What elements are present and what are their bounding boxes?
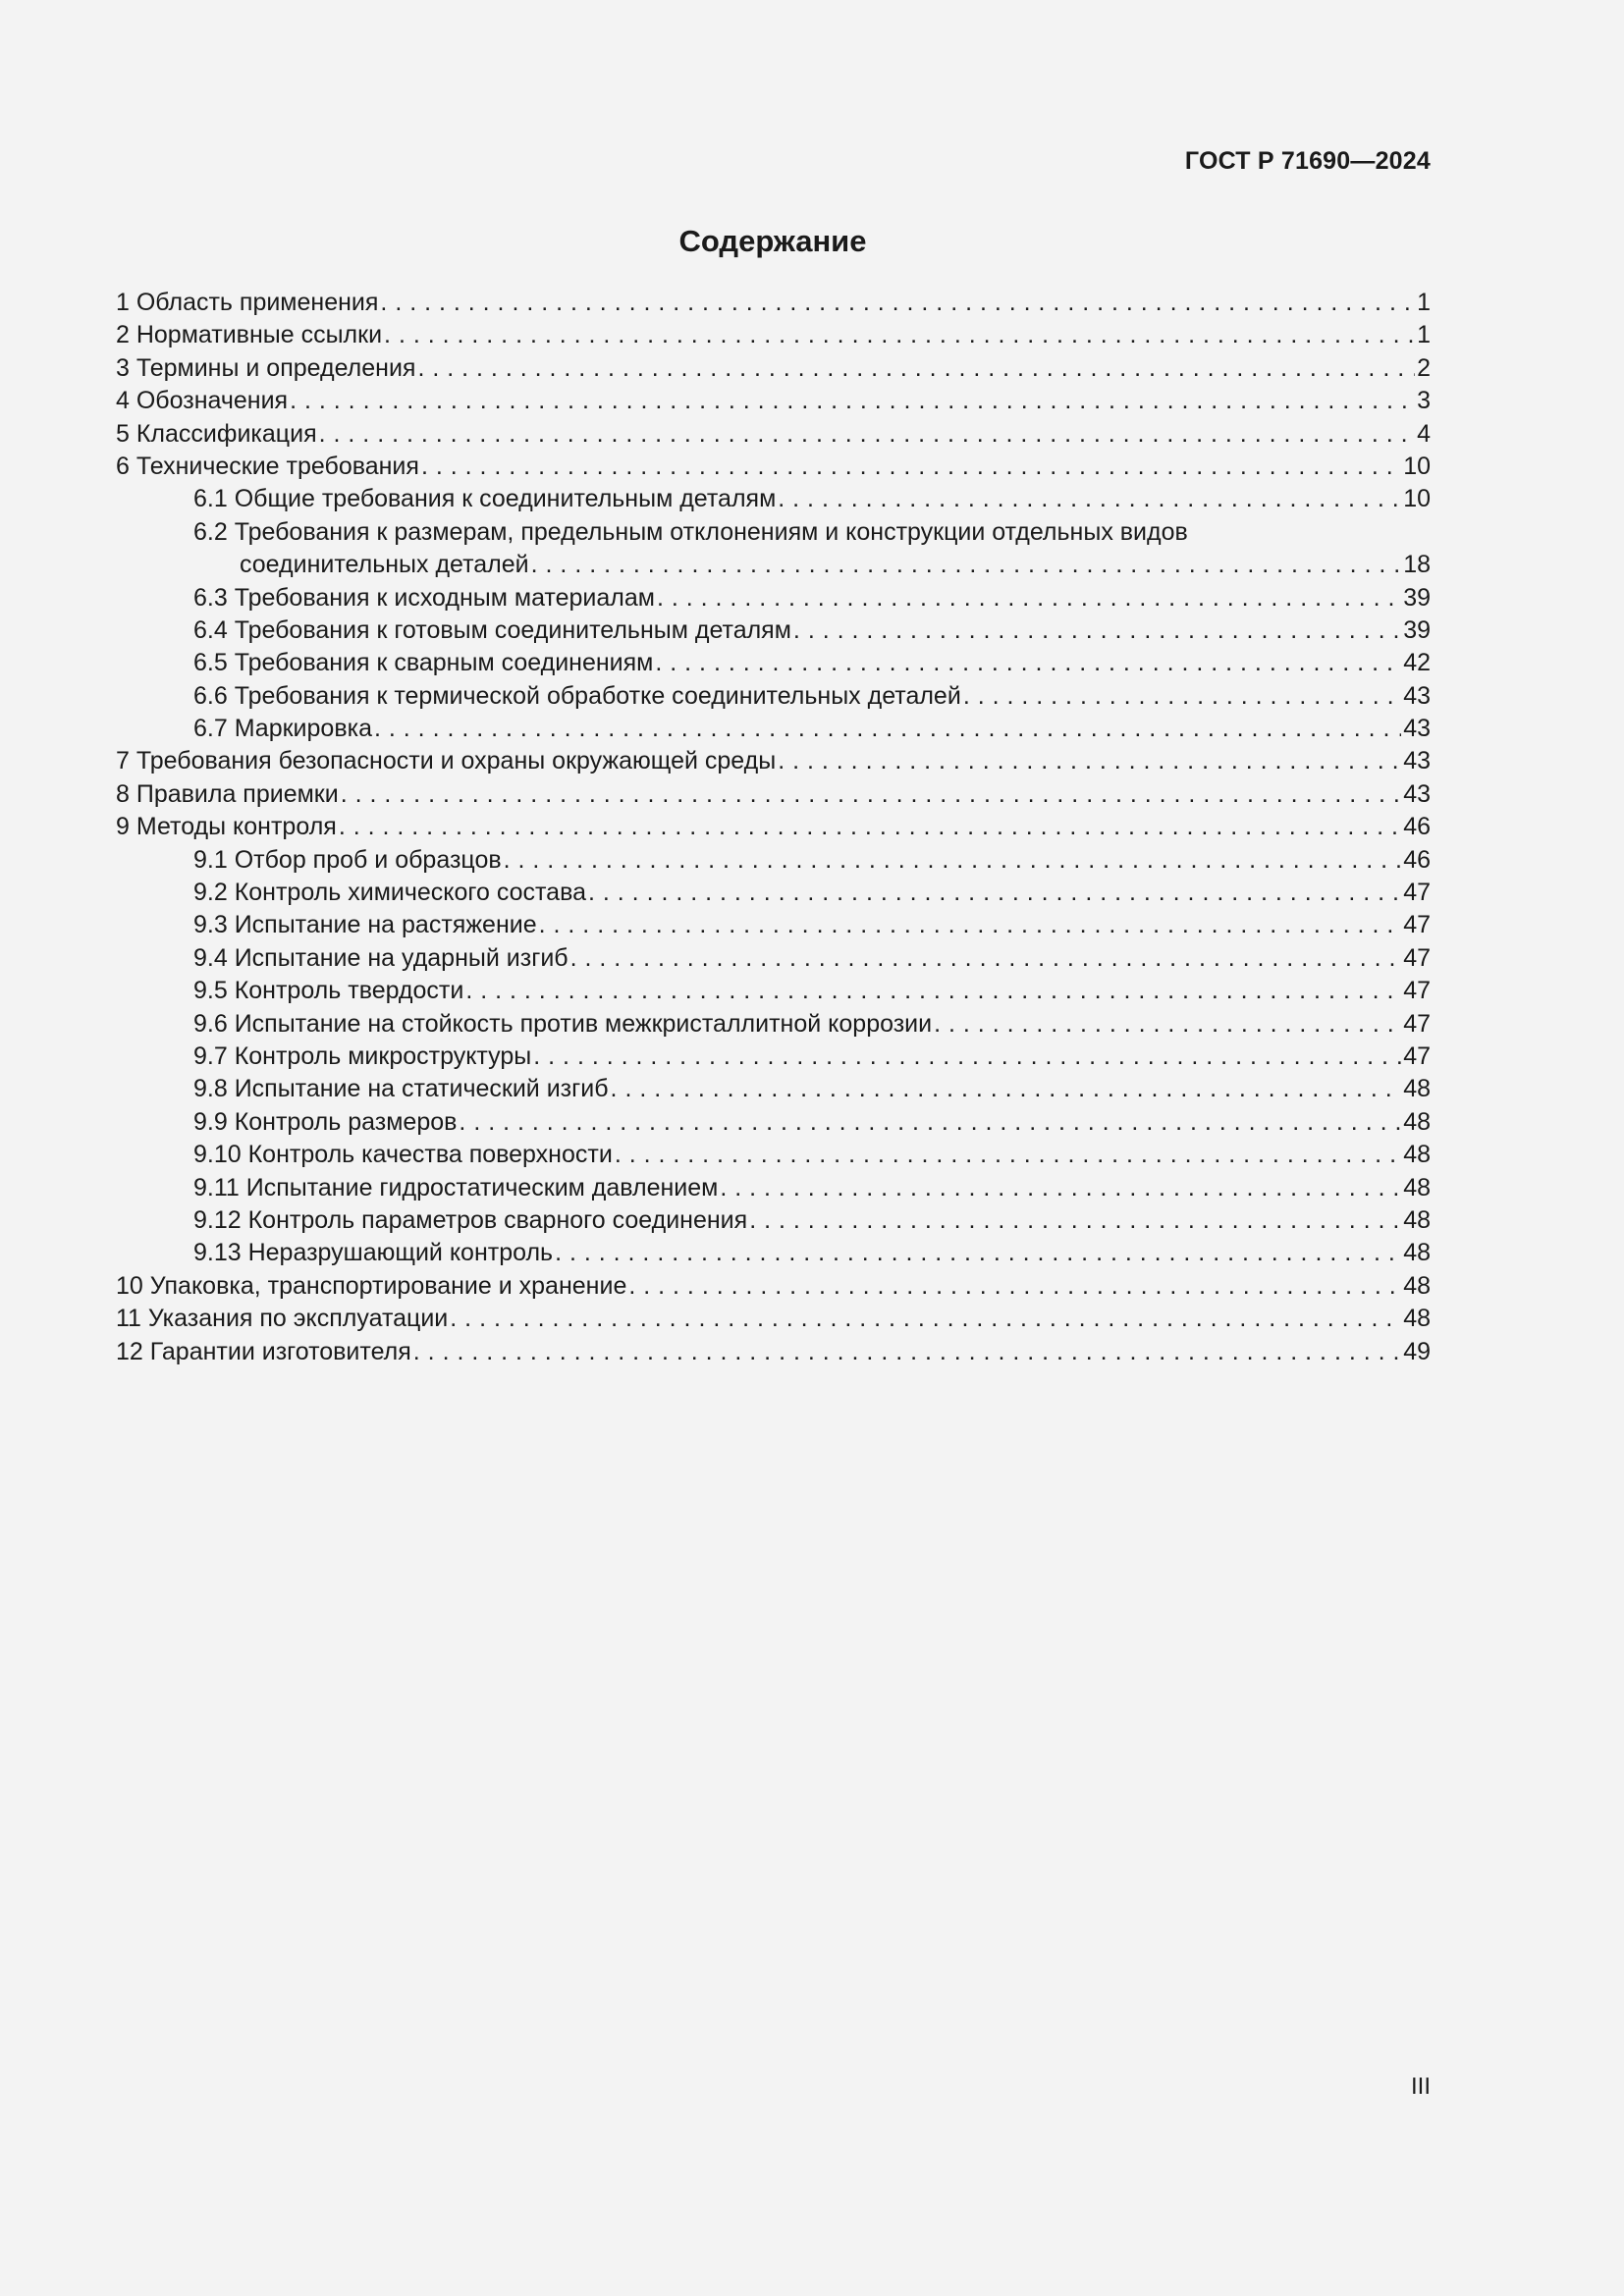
toc-entry[interactable] bbox=[116, 1041, 1431, 1073]
toc-entry-page: 48 bbox=[1403, 1141, 1431, 1169]
toc-entry[interactable] bbox=[116, 1270, 1431, 1303]
toc-entry-leader bbox=[421, 451, 1401, 483]
toc-entry[interactable] bbox=[116, 549, 1431, 581]
toc-entry-leader bbox=[417, 352, 1415, 385]
toc-entry[interactable] bbox=[116, 582, 1431, 614]
toc-entry-page: 3 bbox=[1417, 387, 1431, 415]
toc-entry-leader bbox=[413, 1336, 1401, 1368]
toc-entry-page: 43 bbox=[1403, 715, 1431, 743]
toc-entry-label: 3 Термины и определения bbox=[116, 353, 416, 382]
toc-entry-page: 39 bbox=[1403, 615, 1431, 644]
toc-entry-label: 10 Упаковка, транспортирование и хранение bbox=[116, 1271, 627, 1300]
toc-entry-label: 9 Методы контроля bbox=[116, 813, 337, 841]
toc-entry-leader bbox=[533, 1041, 1401, 1073]
toc-entry[interactable] bbox=[116, 516, 1431, 549]
toc-entry-label: 9.1 Отбор проб и образцов bbox=[193, 845, 502, 874]
toc-entry-leader bbox=[588, 877, 1401, 909]
toc-entry[interactable] bbox=[116, 451, 1431, 483]
toc-entry-leader bbox=[539, 909, 1402, 941]
toc-entry-page: 43 bbox=[1403, 747, 1431, 775]
toc-entry[interactable] bbox=[116, 942, 1431, 975]
toc-entry-leader bbox=[290, 385, 1415, 417]
toc-entry[interactable] bbox=[116, 1336, 1431, 1368]
toc-entry-label: 9.3 Испытание на растяжение bbox=[193, 911, 537, 939]
toc-entry[interactable] bbox=[116, 385, 1431, 417]
toc-entry-page: 48 bbox=[1403, 1305, 1431, 1333]
toc-entry-label: 5 Классификация bbox=[116, 419, 317, 448]
toc-entry-label: 6.4 Требования к готовым соединительным деталям bbox=[193, 615, 791, 644]
toc-entry-page: 47 bbox=[1403, 1041, 1431, 1070]
toc-entry[interactable] bbox=[116, 1106, 1431, 1139]
toc-entry-page: 48 bbox=[1403, 1075, 1431, 1103]
toc-entry-page: 47 bbox=[1403, 879, 1431, 907]
toc-entry-leader bbox=[611, 1073, 1402, 1105]
toc-entry-label: 9.9 Контроль размеров bbox=[193, 1107, 458, 1136]
toc-entry-label: соединительных деталей bbox=[240, 551, 529, 579]
toc-entry[interactable] bbox=[116, 1237, 1431, 1269]
toc-entry-page: 1 bbox=[1417, 321, 1431, 349]
toc-entry-label: 9.12 Контроль параметров сварного соединения bbox=[193, 1205, 748, 1234]
toc-entry-leader bbox=[657, 582, 1401, 614]
toc-entry-leader bbox=[450, 1303, 1401, 1335]
toc-entry[interactable] bbox=[116, 975, 1431, 1007]
toc-entry-label: 1 Область применения bbox=[116, 289, 379, 316]
toc-entry-page: 4 bbox=[1417, 419, 1431, 448]
toc-entry[interactable] bbox=[116, 418, 1431, 451]
toc-entry-leader bbox=[319, 418, 1415, 451]
toc-entry-leader bbox=[570, 942, 1402, 975]
toc-entry[interactable] bbox=[116, 713, 1431, 745]
toc-entry-page: 18 bbox=[1403, 551, 1431, 579]
toc-entry-leader bbox=[504, 844, 1402, 877]
toc-entry-page: 48 bbox=[1403, 1107, 1431, 1136]
toc-entry-page: 10 bbox=[1403, 452, 1431, 480]
toc-entry-label: 9.5 Контроль твердости bbox=[193, 977, 464, 1005]
toc-entry-page: 10 bbox=[1403, 485, 1431, 513]
toc-entry-label: 6 Технические требования bbox=[116, 452, 419, 480]
toc-entry[interactable] bbox=[116, 745, 1431, 777]
toc-entry-page: 48 bbox=[1403, 1239, 1431, 1267]
toc-entry-leader bbox=[380, 287, 1415, 319]
toc-entry-page: 43 bbox=[1403, 779, 1431, 808]
toc-entry-label: 9.4 Испытание на ударный изгиб bbox=[193, 943, 568, 972]
toc-entry-page: 46 bbox=[1403, 813, 1431, 841]
toc-entry-label: 4 Обозначения bbox=[116, 387, 289, 415]
toc-entry[interactable] bbox=[116, 877, 1431, 909]
toc-entry-leader bbox=[963, 680, 1401, 713]
toc-entry-page: 48 bbox=[1403, 1205, 1431, 1234]
toc-entry-page: 48 bbox=[1403, 1173, 1431, 1201]
toc-entry[interactable] bbox=[116, 680, 1431, 713]
toc-entry-leader bbox=[341, 778, 1401, 811]
toc-entry[interactable] bbox=[116, 909, 1431, 941]
toc-entry-page: 47 bbox=[1403, 943, 1431, 972]
toc-entry-leader bbox=[459, 1106, 1401, 1139]
toc-entry-label: 6.6 Требования к термической обработке соединительных деталей bbox=[193, 681, 961, 710]
toc-entry[interactable] bbox=[116, 287, 1431, 319]
toc-entry-leader bbox=[465, 975, 1401, 1007]
toc-entry-leader bbox=[720, 1172, 1401, 1204]
toc-entry[interactable] bbox=[116, 352, 1431, 385]
toc-entry[interactable] bbox=[116, 1139, 1431, 1171]
toc-entry-leader bbox=[749, 1204, 1401, 1237]
toc-entry-label: 9.10 Контроль качества поверхности bbox=[193, 1141, 613, 1169]
toc-entry-label: 7 Требования безопасности и охраны окружающей среды bbox=[116, 747, 777, 775]
toc-entry[interactable] bbox=[116, 1073, 1431, 1105]
toc-entry-page: 47 bbox=[1403, 977, 1431, 1005]
toc-entry-page: 46 bbox=[1403, 845, 1431, 874]
toc-entry-page: 49 bbox=[1403, 1337, 1431, 1365]
toc-entry-page: 1 bbox=[1417, 289, 1431, 316]
toc-entry-label: 11 Указания по эксплуатации bbox=[116, 1305, 449, 1333]
toc-entry-label: 6.7 Маркировка bbox=[193, 715, 372, 743]
toc-entry[interactable] bbox=[116, 811, 1431, 843]
toc-entry[interactable] bbox=[116, 614, 1431, 647]
toc-entry-leader bbox=[384, 319, 1415, 351]
toc-entry-label: 2 Нормативные ссылки bbox=[116, 321, 383, 349]
toc-entry-leader bbox=[778, 745, 1401, 777]
toc-entry-leader bbox=[655, 647, 1401, 679]
toc-entry-label: 9.13 Неразрушающий контроль bbox=[193, 1239, 554, 1267]
toc-entry-leader bbox=[778, 483, 1401, 515]
toc-entry[interactable] bbox=[116, 1303, 1431, 1335]
toc-entry-label: 9.11 Испытание гидростатическим давлением bbox=[193, 1173, 719, 1201]
toc-entry[interactable] bbox=[116, 778, 1431, 811]
toc-entry[interactable] bbox=[116, 647, 1431, 679]
toc-entry-page: 47 bbox=[1403, 1009, 1431, 1038]
toc-entry[interactable] bbox=[116, 1172, 1431, 1204]
toc-entry[interactable] bbox=[116, 844, 1431, 877]
page-number: III bbox=[1410, 2073, 1431, 2100]
toc-entry-page: 2 bbox=[1417, 353, 1431, 382]
toc-entry-label: 12 Гарантии изготовителя bbox=[116, 1337, 411, 1365]
toc-entry-leader bbox=[339, 811, 1401, 843]
table-of-contents bbox=[116, 287, 1431, 1368]
toc-entry-page: 47 bbox=[1403, 911, 1431, 939]
toc-entry-page: 42 bbox=[1403, 649, 1431, 677]
toc-entry-leader bbox=[628, 1270, 1401, 1303]
toc-entry-leader bbox=[934, 1008, 1401, 1041]
toc-entry-label: 9.8 Испытание на статический изгиб bbox=[193, 1075, 609, 1103]
toc-entry-page: 48 bbox=[1403, 1271, 1431, 1300]
toc-entry-page: 43 bbox=[1403, 681, 1431, 710]
toc-entry-leader bbox=[793, 614, 1401, 647]
toc-entry-label: 8 Правила приемки bbox=[116, 779, 339, 808]
toc-entry-label: 6.5 Требования к сварным соединениям bbox=[193, 649, 654, 677]
toc-entry-page: 39 bbox=[1403, 583, 1431, 612]
toc-title: Содержание bbox=[678, 224, 867, 258]
toc-entry-label: 6.3 Требования к исходным материалам bbox=[193, 583, 655, 612]
toc-entry-leader bbox=[374, 713, 1401, 745]
toc-entry-leader bbox=[555, 1237, 1401, 1269]
toc-entry[interactable] bbox=[116, 319, 1431, 351]
toc-entry[interactable] bbox=[116, 1008, 1431, 1041]
toc-entry[interactable] bbox=[116, 1204, 1431, 1237]
toc-entry-label: 9.2 Контроль химического состава bbox=[193, 879, 586, 907]
toc-entry-leader bbox=[615, 1139, 1401, 1171]
document-code: ГОСТ Р 71690—2024 bbox=[1184, 147, 1431, 175]
toc-entry-label: 6.2 Требования к размерам, предельным отклонениям и конструкции отдельных видов bbox=[193, 517, 1188, 546]
toc-entry-leader bbox=[531, 549, 1402, 581]
toc-entry-label: 9.6 Испытание на стойкость против межкристаллитной коррозии bbox=[193, 1009, 933, 1038]
toc-entry-label: 9.7 Контроль микроструктуры bbox=[193, 1041, 532, 1070]
toc-entry-label: 6.1 Общие требования к соединительным деталям bbox=[193, 485, 777, 513]
toc-entry[interactable] bbox=[116, 483, 1431, 515]
